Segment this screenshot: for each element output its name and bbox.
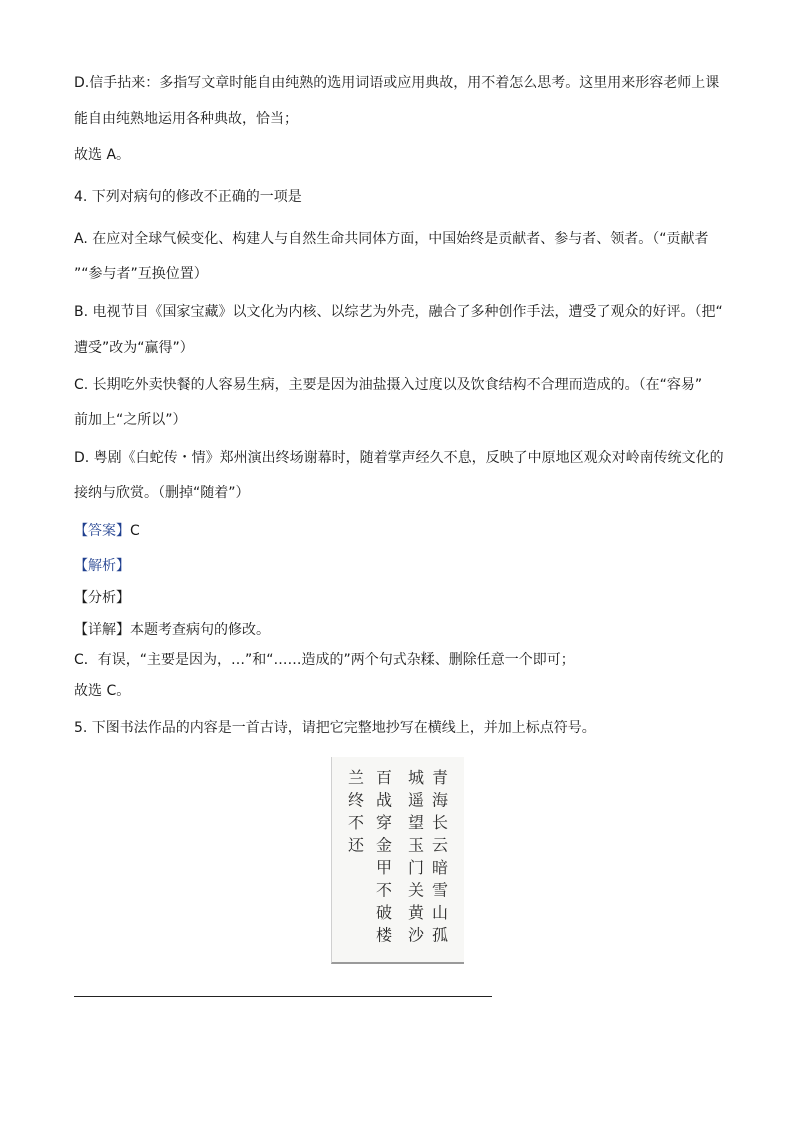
q4-option-a-line-1: A. 在应对全球气候变化、构建人与自然生命共同体方面，中国始终是贡献者、参与者、领者。（“贡献者 — [74, 231, 709, 247]
q4-option-d-line-2: 接纳与欣赏。（删掉“随着”） — [74, 485, 250, 501]
calligraphy-character: 楼 — [375, 925, 393, 945]
q4-option-c-line-2: 前加上“之所以”） — [74, 412, 187, 428]
answer-blank-line — [74, 996, 492, 997]
calligraphy-character: 穿 — [375, 813, 393, 832]
q4-option-d-line-1: D. 粤剧《白蛇传・情》郑州演出终场谢幕时，随着掌声经久不息，反映了中原地区观众对岭南传统文化的 — [74, 450, 724, 466]
detail-text: 本题考查病句的修改。 — [130, 622, 270, 638]
option-c-explanation: C．有误，“主要是因为，…”和“……造成的”两个句式杂糅、删除任意一个即可； — [74, 652, 575, 668]
detail-line — [74, 620, 270, 640]
calligraphy-character: 海 — [431, 790, 449, 810]
calligraphy-character: 关 — [407, 880, 425, 900]
calligraphy-character: 不 — [347, 813, 365, 832]
q4-option-c-line-1: C. 长期吃外卖快餐的人容易生病，主要是因为油盐摄入过度以及饮食结构不合理而造成的。（在“容易” — [74, 377, 703, 393]
option-d-definition-line-2: 能自由纯熟地运用各种典故，恰当； — [74, 111, 298, 127]
calligraphy-character: 破 — [375, 903, 393, 922]
calligraphy-character: 兰 — [347, 768, 365, 787]
q4-option-b-line-1: B. 电视节目《国家宝藏》以文化为内核、以综艺为外壳，融合了多种创作手法，遭受了观众的好评。（把“ — [74, 304, 723, 320]
q4-option-a-line-2: ”“参与者”互换位置） — [74, 266, 208, 282]
calligraphy-character: 暗 — [431, 858, 449, 877]
question-5-stem: 5. 下图书法作品的内容是一首古诗，请把它完整地抄写在横线上，并加上标点符号。 — [74, 720, 596, 736]
calligraphy-character: 还 — [347, 835, 365, 855]
calligraphy-character: 甲 — [375, 858, 393, 877]
answer-tag: 【答案】 — [74, 523, 130, 539]
calligraphy-character: 终 — [347, 790, 365, 810]
q4-option-b-line-2: 遭受”改为“赢得”） — [74, 340, 194, 356]
question-4-stem: 4. 下列对病句的修改不正确的一项是 — [74, 189, 302, 205]
choose-c-text: 故选 C。 — [74, 683, 131, 699]
calligraphy-character: 战 — [375, 790, 393, 810]
calligraphy-character: 门 — [407, 858, 425, 877]
calligraphy-character: 山 — [431, 903, 449, 922]
answer-line — [74, 521, 140, 541]
calligraphy-character: 金 — [375, 835, 393, 855]
fenxi-tag: 【分析】 — [74, 590, 130, 606]
detail-tag: 【详解】 — [74, 622, 130, 638]
calligraphy-image — [331, 757, 464, 964]
calligraphy-character: 城 — [407, 768, 425, 787]
calligraphy-character: 玉 — [407, 835, 425, 855]
calligraphy-character: 望 — [407, 813, 425, 832]
calligraphy-character: 不 — [375, 880, 393, 900]
calligraphy-character: 黄 — [407, 903, 425, 922]
calligraphy-character: 长 — [431, 813, 449, 832]
calligraphy-character: 云 — [431, 835, 449, 855]
choose-a-text: 故选 A。 — [74, 147, 131, 163]
analysis-tag: 【解析】 — [74, 558, 130, 574]
calligraphy-artwork — [332, 757, 464, 962]
answer-value: C — [130, 523, 140, 539]
calligraphy-character: 青 — [431, 768, 449, 787]
option-d-definition-line-1: D.信手拈来：多指写文章时能自由纯熟的选用词语或应用典故，用不着怎么思考。这里用来形容老师上课 — [74, 75, 720, 91]
calligraphy-character: 雪 — [431, 880, 449, 900]
calligraphy-character: 遥 — [407, 790, 425, 810]
calligraphy-character: 沙 — [407, 925, 425, 945]
calligraphy-character: 百 — [375, 768, 393, 787]
calligraphy-character: 孤 — [431, 925, 449, 945]
